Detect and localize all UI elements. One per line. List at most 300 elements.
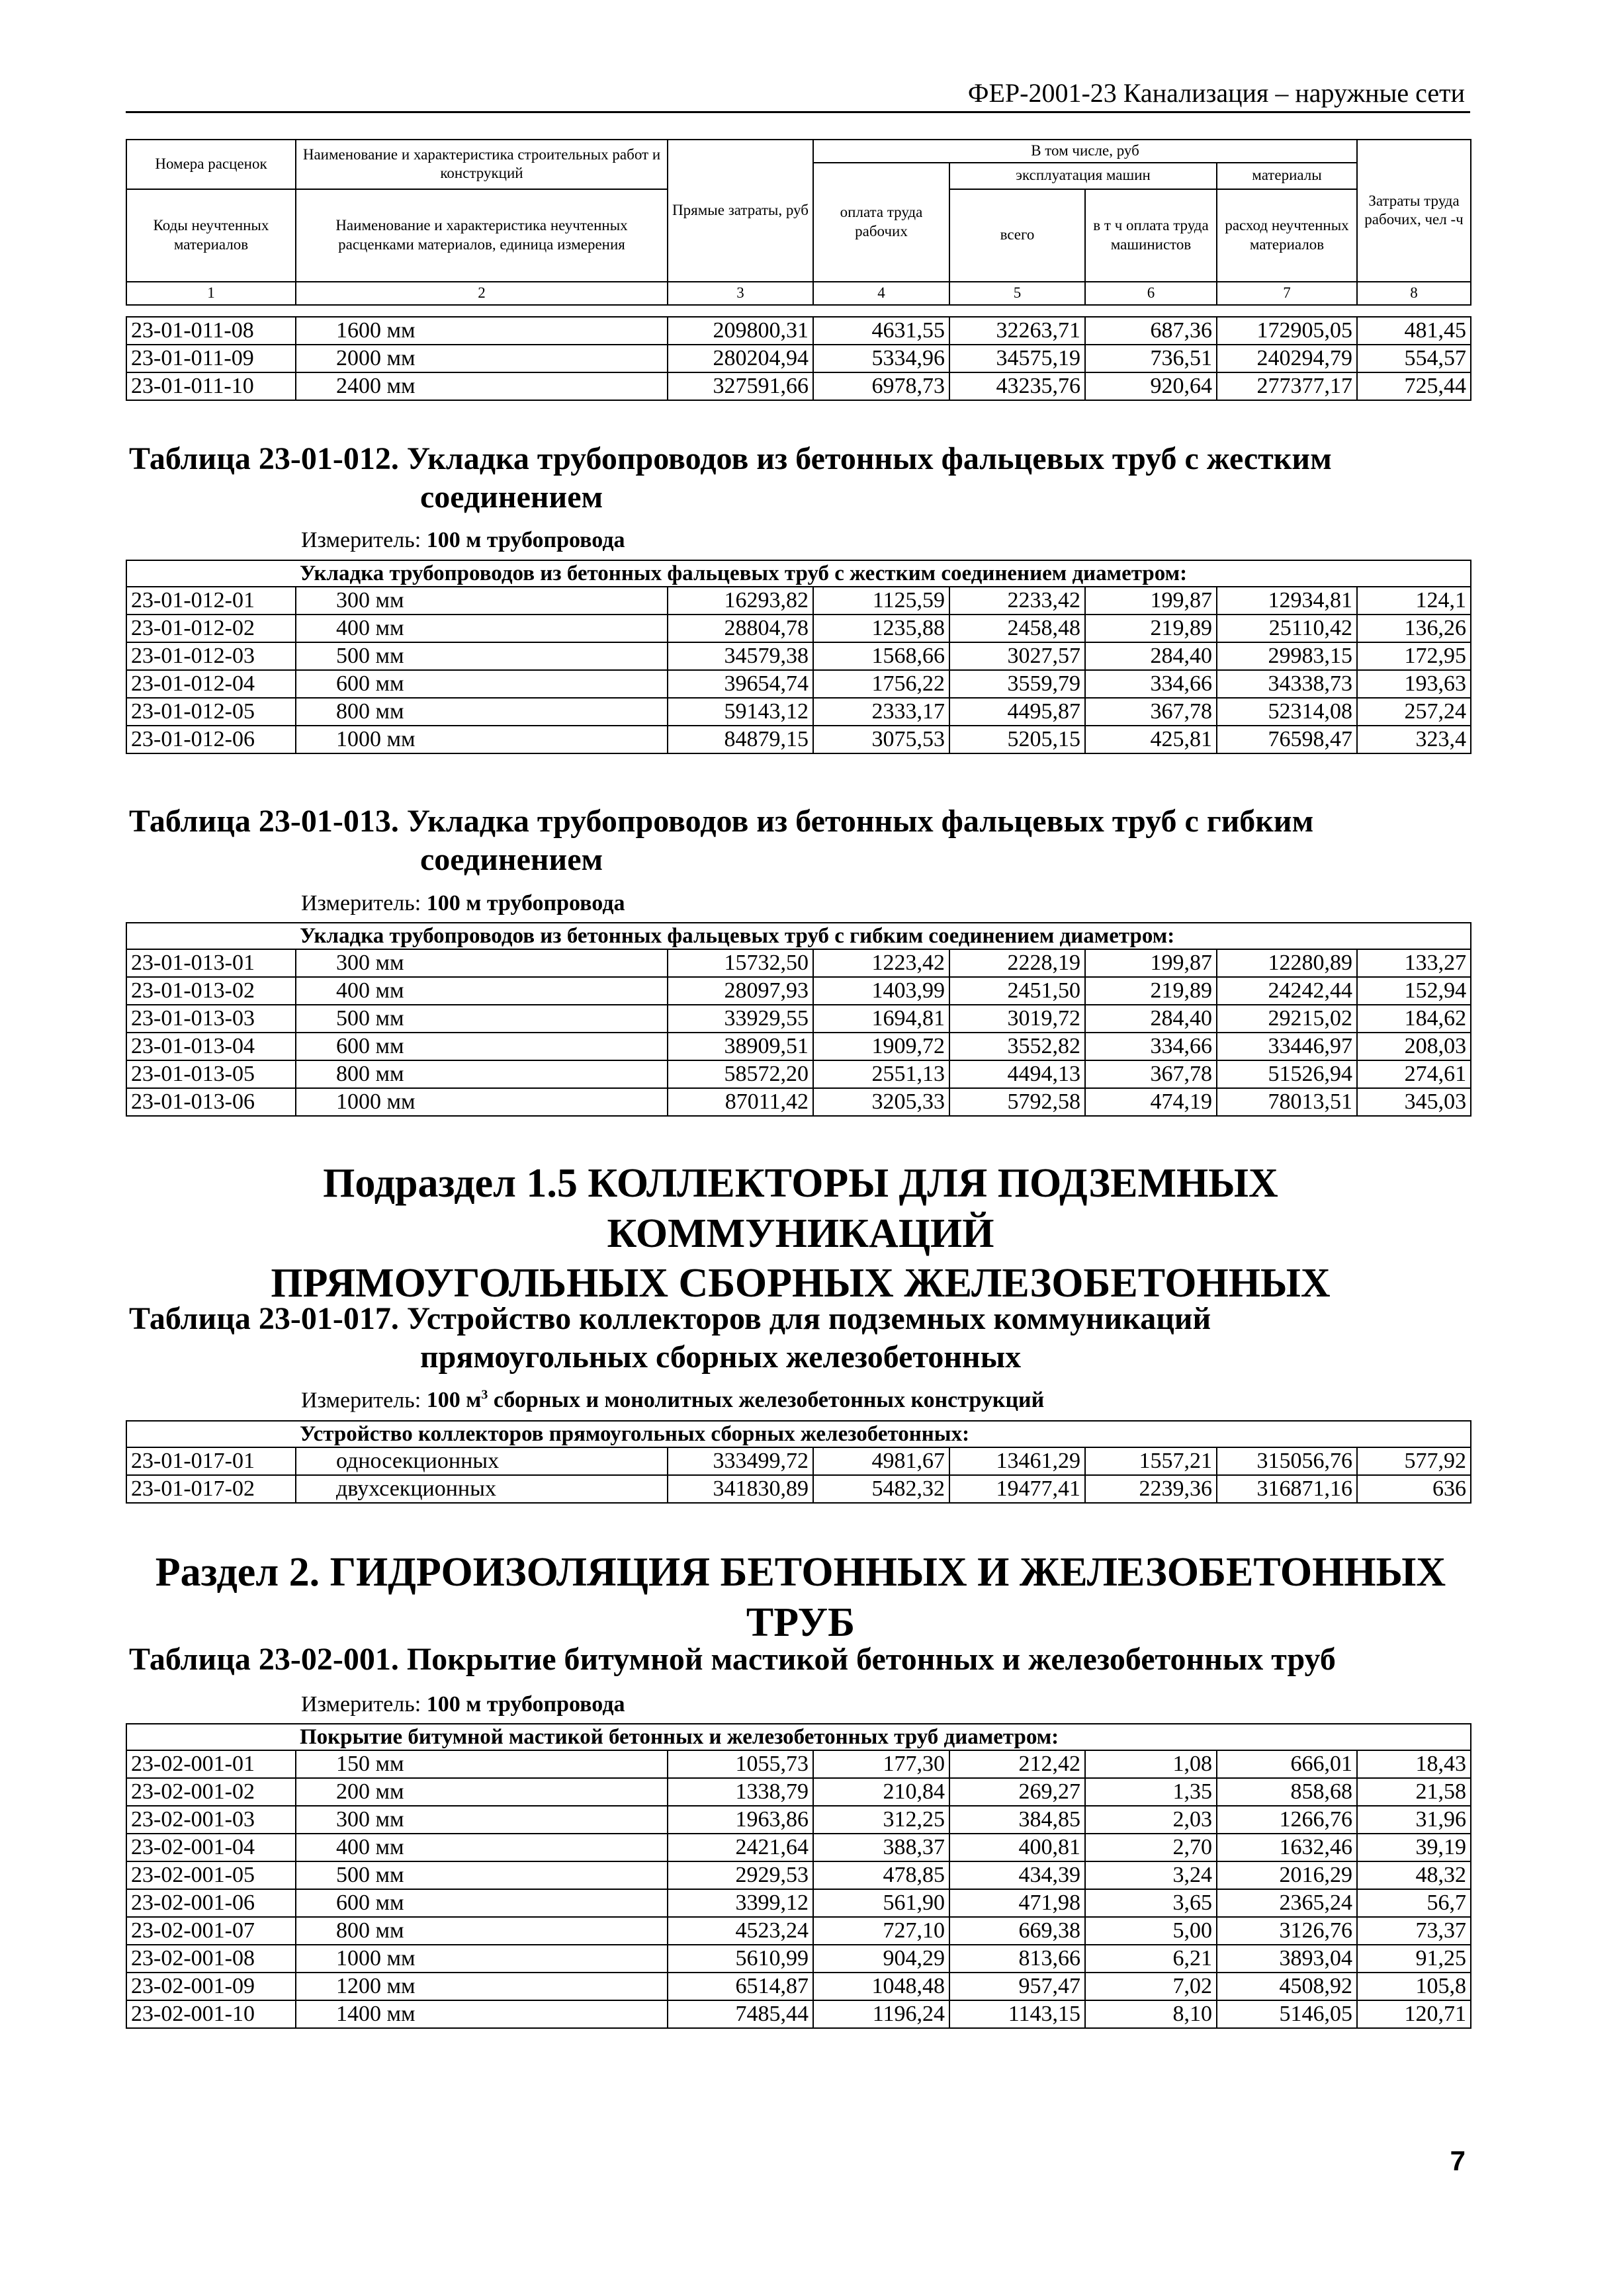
header-num-8: 8 bbox=[1357, 282, 1471, 305]
table-row bbox=[126, 1447, 1471, 1475]
description-cell: 1000 мм bbox=[296, 726, 668, 753]
materials-cell: 1632,46 bbox=[1217, 1834, 1357, 1861]
rate-code-cell: 23-01-011-10 bbox=[126, 372, 296, 400]
direct-cost-cell: 38909,51 bbox=[668, 1033, 813, 1060]
rate-code-cell: 23-01-012-03 bbox=[126, 642, 296, 670]
rate-code-cell: 23-02-001-06 bbox=[126, 1889, 296, 1917]
materials-cell: 12280,89 bbox=[1217, 949, 1357, 977]
machine-total-cell: 3559,79 bbox=[949, 670, 1085, 698]
table-row bbox=[126, 1778, 1471, 1806]
rate-code-cell: 23-01-013-03 bbox=[126, 1005, 296, 1033]
machine-total-cell: 3552,82 bbox=[949, 1033, 1085, 1060]
meter-label: Измеритель: bbox=[301, 891, 421, 915]
direct-cost-cell: 1963,86 bbox=[668, 1806, 813, 1834]
header-num-1: 1 bbox=[126, 282, 296, 305]
header-v-tom-chisle: В том числе, руб bbox=[813, 140, 1357, 163]
table-row bbox=[126, 317, 1471, 345]
table-row bbox=[126, 2000, 1471, 2028]
table-23-01-012 bbox=[126, 560, 1471, 754]
description-cell: 1000 мм bbox=[296, 1088, 668, 1116]
labor-pay-cell: 727,10 bbox=[813, 1917, 949, 1945]
machinist-pay-cell: 8,10 bbox=[1085, 2000, 1217, 2028]
header-num-4: 4 bbox=[813, 282, 949, 305]
direct-cost-cell: 6514,87 bbox=[668, 1973, 813, 2000]
rate-code-cell: 23-01-012-04 bbox=[126, 670, 296, 698]
materials-cell: 52314,08 bbox=[1217, 698, 1357, 726]
column-header-table bbox=[126, 139, 1471, 306]
description-cell: 150 мм bbox=[296, 1750, 668, 1778]
table-row bbox=[126, 1033, 1471, 1060]
labor-hours-cell: 105,8 bbox=[1357, 1973, 1471, 2000]
description-cell: 1600 мм bbox=[296, 317, 668, 345]
subsection-heading-line: Подраздел 1.5 КОЛЛЕКТОРЫ ДЛЯ ПОДЗЕМНЫХ КОММУНИКАЦИЙ bbox=[323, 1161, 1278, 1256]
description-cell: односекционных bbox=[296, 1447, 668, 1475]
labor-pay-cell: 1125,59 bbox=[813, 587, 949, 615]
materials-cell: 4508,92 bbox=[1217, 1973, 1357, 2000]
table-row bbox=[126, 1088, 1471, 1116]
table-row bbox=[126, 1475, 1471, 1503]
machinist-pay-cell: 474,19 bbox=[1085, 1088, 1217, 1116]
labor-hours-cell: 18,43 bbox=[1357, 1750, 1471, 1778]
meter-label: Измеритель: bbox=[301, 1692, 421, 1717]
machinist-pay-cell: 920,64 bbox=[1085, 372, 1217, 400]
rate-code-cell: 23-02-001-04 bbox=[126, 1834, 296, 1861]
meter-superscript: 3 bbox=[481, 1388, 488, 1402]
labor-pay-cell: 1223,42 bbox=[813, 949, 949, 977]
labor-hours-cell: 136,26 bbox=[1357, 615, 1471, 642]
rate-code-cell: 23-01-013-02 bbox=[126, 977, 296, 1005]
labor-hours-cell: 31,96 bbox=[1357, 1806, 1471, 1834]
direct-cost-cell: 5610,99 bbox=[668, 1945, 813, 1973]
description-cell: 200 мм bbox=[296, 1778, 668, 1806]
labor-pay-cell: 1196,24 bbox=[813, 2000, 949, 2028]
rate-code-cell: 23-02-001-07 bbox=[126, 1917, 296, 1945]
materials-cell: 51526,94 bbox=[1217, 1060, 1357, 1088]
title-line-continued: прямоугольных сборных железобетонных bbox=[420, 1339, 1022, 1375]
machine-total-cell: 384,85 bbox=[949, 1806, 1085, 1834]
machinist-pay-cell: 6,21 bbox=[1085, 1945, 1217, 1973]
machinist-pay-cell: 2239,36 bbox=[1085, 1475, 1217, 1503]
machine-total-cell: 434,39 bbox=[949, 1861, 1085, 1889]
table-row bbox=[126, 726, 1471, 753]
labor-pay-cell: 1568,66 bbox=[813, 642, 949, 670]
subsection-1-5-heading bbox=[126, 1159, 1475, 1309]
machinist-pay-cell: 284,40 bbox=[1085, 642, 1217, 670]
rate-code-cell: 23-01-011-09 bbox=[126, 345, 296, 372]
machinist-pay-cell: 1,08 bbox=[1085, 1750, 1217, 1778]
rate-code-cell: 23-02-001-09 bbox=[126, 1973, 296, 2000]
table-row bbox=[126, 698, 1471, 726]
machine-total-cell: 1143,15 bbox=[949, 2000, 1085, 2028]
labor-pay-cell: 5334,96 bbox=[813, 345, 949, 372]
materials-cell: 78013,51 bbox=[1217, 1088, 1357, 1116]
machinist-pay-cell: 199,87 bbox=[1085, 587, 1217, 615]
labor-hours-cell: 48,32 bbox=[1357, 1861, 1471, 1889]
table-23-02-001-title bbox=[129, 1640, 1336, 1679]
table-row bbox=[126, 670, 1471, 698]
header-naim1: Наименование и характеристика строительных работ и конструкций bbox=[296, 140, 668, 189]
labor-pay-cell: 210,84 bbox=[813, 1778, 949, 1806]
rate-code-cell: 23-01-012-05 bbox=[126, 698, 296, 726]
labor-hours-cell: 21,58 bbox=[1357, 1778, 1471, 1806]
table-23-01-013 bbox=[126, 922, 1471, 1117]
labor-hours-cell: 73,37 bbox=[1357, 1917, 1471, 1945]
labor-hours-cell: 554,57 bbox=[1357, 345, 1471, 372]
rate-code-cell: 23-02-001-03 bbox=[126, 1806, 296, 1834]
labor-pay-cell: 4981,67 bbox=[813, 1447, 949, 1475]
table-row bbox=[126, 1806, 1471, 1834]
machine-total-cell: 2451,50 bbox=[949, 977, 1085, 1005]
table-row bbox=[126, 345, 1471, 372]
direct-cost-cell: 280204,94 bbox=[668, 345, 813, 372]
table-row bbox=[126, 642, 1471, 670]
labor-hours-cell: 39,19 bbox=[1357, 1834, 1471, 1861]
labor-hours-cell: 120,71 bbox=[1357, 2000, 1471, 2028]
table-23-01-013-meter bbox=[301, 891, 625, 916]
title-line: Таблица 23-02-001. Покрытие битумной мастикой бетонных и железобетонных труб bbox=[129, 1642, 1336, 1677]
header-num-3: 3 bbox=[668, 282, 813, 305]
header-nomera: Номера расценок bbox=[126, 140, 296, 189]
materials-cell: 2016,29 bbox=[1217, 1861, 1357, 1889]
direct-cost-cell: 333499,72 bbox=[668, 1447, 813, 1475]
direct-cost-cell: 33929,55 bbox=[668, 1005, 813, 1033]
rate-code-cell: 23-01-017-02 bbox=[126, 1475, 296, 1503]
labor-hours-cell: 481,45 bbox=[1357, 317, 1471, 345]
materials-cell: 33446,97 bbox=[1217, 1033, 1357, 1060]
title-line: Таблица 23-01-012. Укладка трубопроводов из бетонных фальцевых труб с жестким bbox=[129, 441, 1332, 476]
machinist-pay-cell: 425,81 bbox=[1085, 726, 1217, 753]
machine-total-cell: 5205,15 bbox=[949, 726, 1085, 753]
direct-cost-cell: 4523,24 bbox=[668, 1917, 813, 1945]
title-line-continued: соединением bbox=[420, 479, 603, 515]
table-row bbox=[126, 1834, 1471, 1861]
header-vsego: всего bbox=[949, 189, 1085, 282]
machine-total-cell: 43235,76 bbox=[949, 372, 1085, 400]
machinist-pay-cell: 2,03 bbox=[1085, 1806, 1217, 1834]
labor-hours-cell: 636 bbox=[1357, 1475, 1471, 1503]
machine-total-cell: 2228,19 bbox=[949, 949, 1085, 977]
labor-hours-cell: 91,25 bbox=[1357, 1945, 1471, 1973]
materials-cell: 315056,76 bbox=[1217, 1447, 1357, 1475]
machinist-pay-cell: 334,66 bbox=[1085, 1033, 1217, 1060]
rate-code-cell: 23-01-012-02 bbox=[126, 615, 296, 642]
description-cell: 500 мм bbox=[296, 1005, 668, 1033]
rate-code-cell: 23-01-012-01 bbox=[126, 587, 296, 615]
materials-cell: 240294,79 bbox=[1217, 345, 1357, 372]
labor-pay-cell: 478,85 bbox=[813, 1861, 949, 1889]
machine-total-cell: 34575,19 bbox=[949, 345, 1085, 372]
description-cell: 2400 мм bbox=[296, 372, 668, 400]
materials-cell: 666,01 bbox=[1217, 1750, 1357, 1778]
description-cell: 600 мм bbox=[296, 1889, 668, 1917]
meter-value-post: сборных и монолитных железобетонных конструкций bbox=[488, 1388, 1045, 1413]
direct-cost-cell: 1055,73 bbox=[668, 1750, 813, 1778]
labor-pay-cell: 5482,32 bbox=[813, 1475, 949, 1503]
machine-total-cell: 269,27 bbox=[949, 1778, 1085, 1806]
description-cell: 300 мм bbox=[296, 949, 668, 977]
rate-code-cell: 23-01-011-08 bbox=[126, 317, 296, 345]
table-row bbox=[126, 1060, 1471, 1088]
materials-cell: 34338,73 bbox=[1217, 670, 1357, 698]
direct-cost-cell: 327591,66 bbox=[668, 372, 813, 400]
meter-value: 100 м трубопровода bbox=[426, 891, 625, 915]
table-23-01-012-meter bbox=[301, 528, 625, 553]
machinist-pay-cell: 1,35 bbox=[1085, 1778, 1217, 1806]
machine-total-cell: 3019,72 bbox=[949, 1005, 1085, 1033]
table-subheader: Устройство коллекторов прямоугольных сборных железобетонных: bbox=[296, 1421, 1471, 1447]
table-row bbox=[126, 1917, 1471, 1945]
table-row bbox=[126, 1861, 1471, 1889]
machinist-pay-cell: 3,24 bbox=[1085, 1861, 1217, 1889]
meter-label: Измеритель: bbox=[301, 528, 421, 552]
labor-pay-cell: 904,29 bbox=[813, 1945, 949, 1973]
materials-cell: 316871,16 bbox=[1217, 1475, 1357, 1503]
table-23-02-001-meter bbox=[301, 1692, 625, 1717]
machine-total-cell: 2233,42 bbox=[949, 587, 1085, 615]
description-cell: 600 мм bbox=[296, 670, 668, 698]
labor-pay-cell: 3205,33 bbox=[813, 1088, 949, 1116]
header-num-6: 6 bbox=[1085, 282, 1217, 305]
section-2-heading bbox=[126, 1548, 1475, 1648]
header-ekspluatacia: эксплуатация машин bbox=[949, 163, 1217, 189]
machine-total-cell: 813,66 bbox=[949, 1945, 1085, 1973]
labor-hours-cell: 56,7 bbox=[1357, 1889, 1471, 1917]
labor-pay-cell: 561,90 bbox=[813, 1889, 949, 1917]
machinist-pay-cell: 199,87 bbox=[1085, 949, 1217, 977]
direct-cost-cell: 15732,50 bbox=[668, 949, 813, 977]
meter-value bbox=[427, 1388, 1045, 1412]
machine-total-cell: 19477,41 bbox=[949, 1475, 1085, 1503]
table-23-01-012-title bbox=[129, 440, 1332, 516]
labor-pay-cell: 3075,53 bbox=[813, 726, 949, 753]
meter-value-pre: 100 м bbox=[426, 1388, 482, 1413]
labor-pay-cell: 1048,48 bbox=[813, 1973, 949, 2000]
labor-pay-cell: 6978,73 bbox=[813, 372, 949, 400]
table-row bbox=[126, 615, 1471, 642]
title-line-continued: соединением bbox=[420, 841, 603, 877]
section-heading-line: Раздел 2. ГИДРОИЗОЛЯЦИЯ БЕТОННЫХ И ЖЕЛЕЗОБЕТОННЫХ ТРУБ bbox=[155, 1550, 1446, 1645]
table-row bbox=[126, 1750, 1471, 1778]
machine-total-cell: 3027,57 bbox=[949, 642, 1085, 670]
description-cell: 400 мм bbox=[296, 1834, 668, 1861]
machine-total-cell: 471,98 bbox=[949, 1889, 1085, 1917]
direct-cost-cell: 39654,74 bbox=[668, 670, 813, 698]
machine-total-cell: 13461,29 bbox=[949, 1447, 1085, 1475]
machinist-pay-cell: 219,89 bbox=[1085, 615, 1217, 642]
materials-cell: 858,68 bbox=[1217, 1778, 1357, 1806]
rate-code-cell: 23-01-013-01 bbox=[126, 949, 296, 977]
direct-cost-cell: 84879,15 bbox=[668, 726, 813, 753]
labor-pay-cell: 2333,17 bbox=[813, 698, 949, 726]
table-23-01-017-meter bbox=[301, 1388, 1044, 1413]
table-row bbox=[126, 1889, 1471, 1917]
machinist-pay-cell: 687,36 bbox=[1085, 317, 1217, 345]
direct-cost-cell: 16293,82 bbox=[668, 587, 813, 615]
header-materialy: материалы bbox=[1217, 163, 1357, 189]
description-cell: 2000 мм bbox=[296, 345, 668, 372]
table-row bbox=[126, 1945, 1471, 1973]
labor-pay-cell: 388,37 bbox=[813, 1834, 949, 1861]
labor-hours-cell: 577,92 bbox=[1357, 1447, 1471, 1475]
machinist-pay-cell: 219,89 bbox=[1085, 977, 1217, 1005]
materials-cell: 1266,76 bbox=[1217, 1806, 1357, 1834]
title-line: Таблица 23-01-013. Укладка трубопроводов из бетонных фальцевых труб с гибким bbox=[129, 804, 1314, 839]
rate-code-cell: 23-02-001-05 bbox=[126, 1861, 296, 1889]
description-cell: 1000 мм bbox=[296, 1945, 668, 1973]
machine-total-cell: 957,47 bbox=[949, 1973, 1085, 2000]
machine-total-cell: 669,38 bbox=[949, 1917, 1085, 1945]
direct-cost-cell: 341830,89 bbox=[668, 1475, 813, 1503]
labor-pay-cell: 177,30 bbox=[813, 1750, 949, 1778]
table-row bbox=[126, 949, 1471, 977]
table-subheader: Покрытие битумной мастикой бетонных и железобетонных труб диаметром: bbox=[296, 1724, 1471, 1750]
description-cell: 800 мм bbox=[296, 1060, 668, 1088]
labor-hours-cell: 208,03 bbox=[1357, 1033, 1471, 1060]
page-number: 7 bbox=[1450, 2145, 1466, 2176]
table-23-02-001 bbox=[126, 1723, 1471, 2029]
description-cell: 500 мм bbox=[296, 1861, 668, 1889]
table-row bbox=[126, 1973, 1471, 2000]
materials-cell: 25110,42 bbox=[1217, 615, 1357, 642]
labor-pay-cell: 1694,81 bbox=[813, 1005, 949, 1033]
materials-cell: 172905,05 bbox=[1217, 317, 1357, 345]
machinist-pay-cell: 736,51 bbox=[1085, 345, 1217, 372]
table-23-01-017 bbox=[126, 1420, 1471, 1504]
labor-pay-cell: 1403,99 bbox=[813, 977, 949, 1005]
subsection-heading-line: ПРЯМОУГОЛЬНЫХ СБОРНЫХ ЖЕЛЕЗОБЕТОННЫХ bbox=[271, 1261, 1331, 1306]
materials-cell: 76598,47 bbox=[1217, 726, 1357, 753]
description-cell: 600 мм bbox=[296, 1033, 668, 1060]
description-cell: 1400 мм bbox=[296, 2000, 668, 2028]
table-subheader: Укладка трубопроводов из бетонных фальцевых труб с гибким соединением диаметром: bbox=[296, 923, 1471, 949]
direct-cost-cell: 1338,79 bbox=[668, 1778, 813, 1806]
labor-hours-cell: 152,94 bbox=[1357, 977, 1471, 1005]
table-row bbox=[126, 1005, 1471, 1033]
table-23-01-013-title bbox=[129, 802, 1313, 878]
machinist-pay-cell: 1557,21 bbox=[1085, 1447, 1217, 1475]
direct-cost-cell: 2929,53 bbox=[668, 1861, 813, 1889]
header-zatraty: Затраты труда рабочих, чел -ч bbox=[1357, 140, 1471, 282]
header-num-5: 5 bbox=[949, 282, 1085, 305]
header-rashod: расход неучтенных материалов bbox=[1217, 189, 1357, 282]
materials-cell: 5146,05 bbox=[1217, 2000, 1357, 2028]
labor-pay-cell: 312,25 bbox=[813, 1806, 949, 1834]
direct-cost-cell: 28804,78 bbox=[668, 615, 813, 642]
table-23-01-011-continuation bbox=[126, 316, 1471, 401]
direct-cost-cell: 3399,12 bbox=[668, 1889, 813, 1917]
materials-cell: 2365,24 bbox=[1217, 1889, 1357, 1917]
rate-code-cell: 23-02-001-02 bbox=[126, 1778, 296, 1806]
materials-cell: 3893,04 bbox=[1217, 1945, 1357, 1973]
machinist-pay-cell: 2,70 bbox=[1085, 1834, 1217, 1861]
meter-value: 100 м трубопровода bbox=[426, 1692, 625, 1717]
machine-total-cell: 4495,87 bbox=[949, 698, 1085, 726]
description-cell: 800 мм bbox=[296, 1917, 668, 1945]
machinist-pay-cell: 367,78 bbox=[1085, 698, 1217, 726]
machinist-pay-cell: 334,66 bbox=[1085, 670, 1217, 698]
table-subheader: Укладка трубопроводов из бетонных фальцевых труб с жестким соединением диаметром: bbox=[296, 560, 1471, 587]
description-cell: 1200 мм bbox=[296, 1973, 668, 2000]
labor-hours-cell: 274,61 bbox=[1357, 1060, 1471, 1088]
table-row bbox=[126, 587, 1471, 615]
materials-cell: 24242,44 bbox=[1217, 977, 1357, 1005]
header-kody: Коды неучтенных материалов bbox=[126, 189, 296, 282]
materials-cell: 29983,15 bbox=[1217, 642, 1357, 670]
direct-cost-cell: 58572,20 bbox=[668, 1060, 813, 1088]
machine-total-cell: 4494,13 bbox=[949, 1060, 1085, 1088]
running-header-text: ФЕР-2001-23 Канализация – наружные сети bbox=[967, 78, 1465, 108]
direct-cost-cell: 34579,38 bbox=[668, 642, 813, 670]
labor-hours-cell: 172,95 bbox=[1357, 642, 1471, 670]
rate-code-cell: 23-01-013-04 bbox=[126, 1033, 296, 1060]
machinist-pay-cell: 3,65 bbox=[1085, 1889, 1217, 1917]
meter-value: 100 м трубопровода bbox=[426, 528, 625, 552]
materials-cell: 12934,81 bbox=[1217, 587, 1357, 615]
machine-total-cell: 2458,48 bbox=[949, 615, 1085, 642]
table-23-01-017-title bbox=[129, 1300, 1211, 1376]
labor-pay-cell: 1235,88 bbox=[813, 615, 949, 642]
direct-cost-cell: 7485,44 bbox=[668, 2000, 813, 2028]
machine-total-cell: 400,81 bbox=[949, 1834, 1085, 1861]
labor-hours-cell: 133,27 bbox=[1357, 949, 1471, 977]
rate-code-cell: 23-02-001-08 bbox=[126, 1945, 296, 1973]
header-naim2: Наименование и характеристика неучтенных расценками материалов, единица измерения bbox=[296, 189, 668, 282]
description-cell: 500 мм bbox=[296, 642, 668, 670]
machinist-pay-cell: 5,00 bbox=[1085, 1917, 1217, 1945]
direct-cost-cell: 28097,93 bbox=[668, 977, 813, 1005]
labor-hours-cell: 257,24 bbox=[1357, 698, 1471, 726]
labor-pay-cell: 2551,13 bbox=[813, 1060, 949, 1088]
header-vtch: в т ч оплата труда машинистов bbox=[1085, 189, 1217, 282]
running-header bbox=[126, 78, 1470, 113]
labor-hours-cell: 345,03 bbox=[1357, 1088, 1471, 1116]
rate-code-cell: 23-01-013-06 bbox=[126, 1088, 296, 1116]
direct-cost-cell: 59143,12 bbox=[668, 698, 813, 726]
header-oplata: оплата труда рабочих bbox=[813, 163, 949, 282]
machine-total-cell: 32263,71 bbox=[949, 317, 1085, 345]
machine-total-cell: 5792,58 bbox=[949, 1088, 1085, 1116]
header-pryamye: Прямые затраты, руб bbox=[668, 140, 813, 282]
meter-label: Измеритель: bbox=[301, 1388, 421, 1413]
rate-code-cell: 23-01-017-01 bbox=[126, 1447, 296, 1475]
header-num-7: 7 bbox=[1217, 282, 1357, 305]
labor-pay-cell: 1909,72 bbox=[813, 1033, 949, 1060]
rate-code-cell: 23-02-001-01 bbox=[126, 1750, 296, 1778]
labor-hours-cell: 725,44 bbox=[1357, 372, 1471, 400]
description-cell: 800 мм bbox=[296, 698, 668, 726]
description-cell: 300 мм bbox=[296, 587, 668, 615]
description-cell: 400 мм bbox=[296, 977, 668, 1005]
table-row bbox=[126, 977, 1471, 1005]
rate-code-cell: 23-02-001-10 bbox=[126, 2000, 296, 2028]
labor-hours-cell: 323,4 bbox=[1357, 726, 1471, 753]
direct-cost-cell: 87011,42 bbox=[668, 1088, 813, 1116]
direct-cost-cell: 2421,64 bbox=[668, 1834, 813, 1861]
table-row bbox=[126, 372, 1471, 400]
header-num-2: 2 bbox=[296, 282, 668, 305]
labor-hours-cell: 193,63 bbox=[1357, 670, 1471, 698]
labor-hours-cell: 184,62 bbox=[1357, 1005, 1471, 1033]
rate-code-cell: 23-01-013-05 bbox=[126, 1060, 296, 1088]
labor-hours-cell: 124,1 bbox=[1357, 587, 1471, 615]
machinist-pay-cell: 7,02 bbox=[1085, 1973, 1217, 2000]
materials-cell: 29215,02 bbox=[1217, 1005, 1357, 1033]
materials-cell: 277377,17 bbox=[1217, 372, 1357, 400]
machinist-pay-cell: 284,40 bbox=[1085, 1005, 1217, 1033]
description-cell: двухсекционных bbox=[296, 1475, 668, 1503]
labor-pay-cell: 1756,22 bbox=[813, 670, 949, 698]
machinist-pay-cell: 367,78 bbox=[1085, 1060, 1217, 1088]
